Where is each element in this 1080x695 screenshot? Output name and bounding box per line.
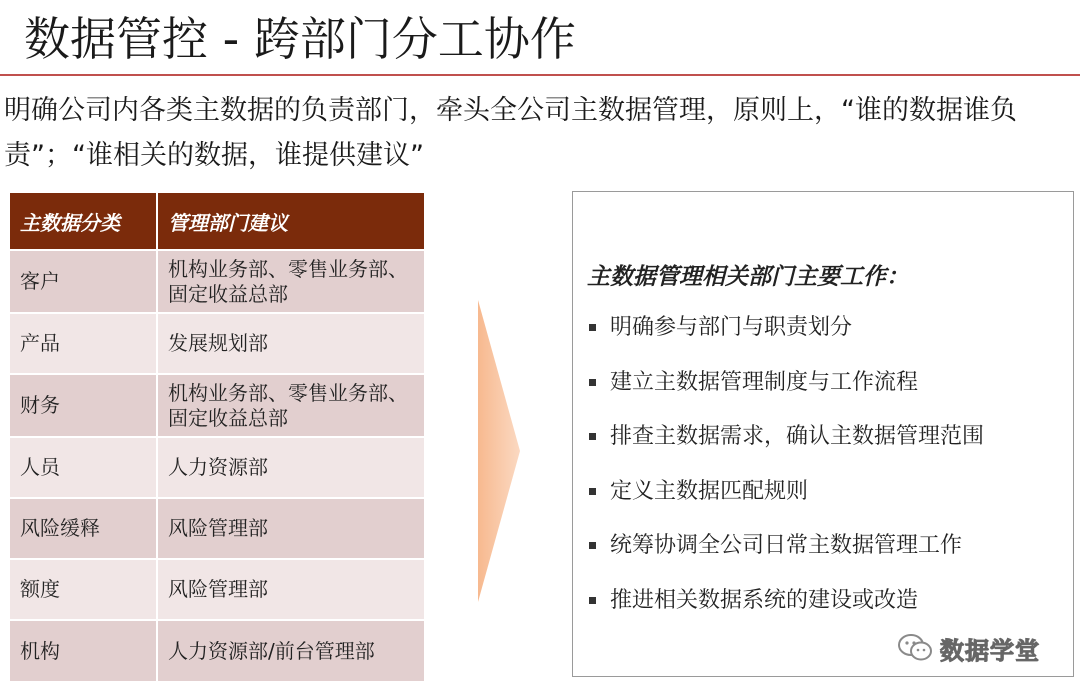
table-header-row bbox=[9, 192, 425, 250]
wechat-icon bbox=[896, 632, 934, 664]
watermark-text: 数据学堂 bbox=[940, 636, 1040, 665]
list-item-text: 明确参与部门与职责划分 bbox=[610, 315, 853, 340]
row-category: 人员 bbox=[9, 437, 157, 498]
row-category: 额度 bbox=[9, 559, 157, 620]
table-row bbox=[9, 313, 425, 374]
list-item-text: 排查主数据需求，确认主数据管理范围 bbox=[610, 424, 985, 449]
table-row bbox=[9, 374, 425, 437]
row-department: 发展规划部 bbox=[157, 313, 425, 374]
list-item bbox=[587, 361, 984, 416]
row-department: 机构业务部、零售业务部、固定收益总部 bbox=[157, 374, 425, 437]
title-divider bbox=[0, 74, 1080, 76]
list-item-text: 统筹协调全公司日常主数据管理工作 bbox=[610, 533, 963, 558]
square-bullet-icon bbox=[589, 324, 596, 331]
responsibilities-panel bbox=[572, 191, 1074, 677]
square-bullet-icon bbox=[589, 488, 596, 495]
intro-paragraph: 明确公司内各类主数据的负责部门，牵头全公司主数据管理，原则上，“谁的数据谁负责”；“谁相关的数据，谁提供建议” bbox=[4, 95, 1017, 171]
row-department: 风险管理部 bbox=[157, 498, 425, 559]
table-row bbox=[9, 498, 425, 559]
list-item bbox=[587, 306, 984, 361]
list-item bbox=[587, 579, 984, 634]
list-item-text: 推进相关数据系统的建设或改造 bbox=[610, 587, 919, 613]
square-bullet-icon bbox=[589, 597, 596, 604]
list-item-text: 定义主数据匹配规则 bbox=[610, 478, 809, 504]
row-category: 产品 bbox=[9, 313, 157, 374]
row-category: 财务 bbox=[9, 374, 157, 437]
panel-title: 主数据管理相关部门主要工作： bbox=[587, 264, 909, 290]
row-department: 风险管理部 bbox=[157, 559, 425, 620]
row-department: 人力资源部/前台管理部 bbox=[157, 620, 425, 682]
table-row bbox=[9, 437, 425, 498]
watermark bbox=[896, 630, 1040, 666]
responsibilities-list bbox=[587, 306, 984, 633]
square-bullet-icon bbox=[589, 433, 596, 440]
master-data-table bbox=[8, 191, 426, 683]
header-category: 主数据分类 bbox=[9, 192, 157, 250]
list-item bbox=[587, 415, 984, 470]
square-bullet-icon bbox=[589, 379, 596, 386]
header-department: 管理部门建议 bbox=[157, 192, 425, 250]
slide-title: 数据管控 - 跨部门分工协作 bbox=[24, 12, 576, 66]
square-bullet-icon bbox=[589, 542, 596, 549]
chevron-right-arrow-icon bbox=[478, 300, 520, 602]
list-item-text: 建立主数据管理制度与工作流程 bbox=[610, 369, 919, 395]
table-row bbox=[9, 250, 425, 313]
row-department: 人力资源部 bbox=[157, 437, 425, 498]
row-category: 风险缓释 bbox=[9, 498, 157, 559]
table-row bbox=[9, 559, 425, 620]
list-item bbox=[587, 470, 984, 525]
table-row bbox=[9, 620, 425, 682]
row-department: 机构业务部、零售业务部、固定收益总部 bbox=[157, 250, 425, 313]
list-item bbox=[587, 524, 984, 579]
row-category: 机构 bbox=[9, 620, 157, 682]
row-category: 客户 bbox=[9, 250, 157, 313]
